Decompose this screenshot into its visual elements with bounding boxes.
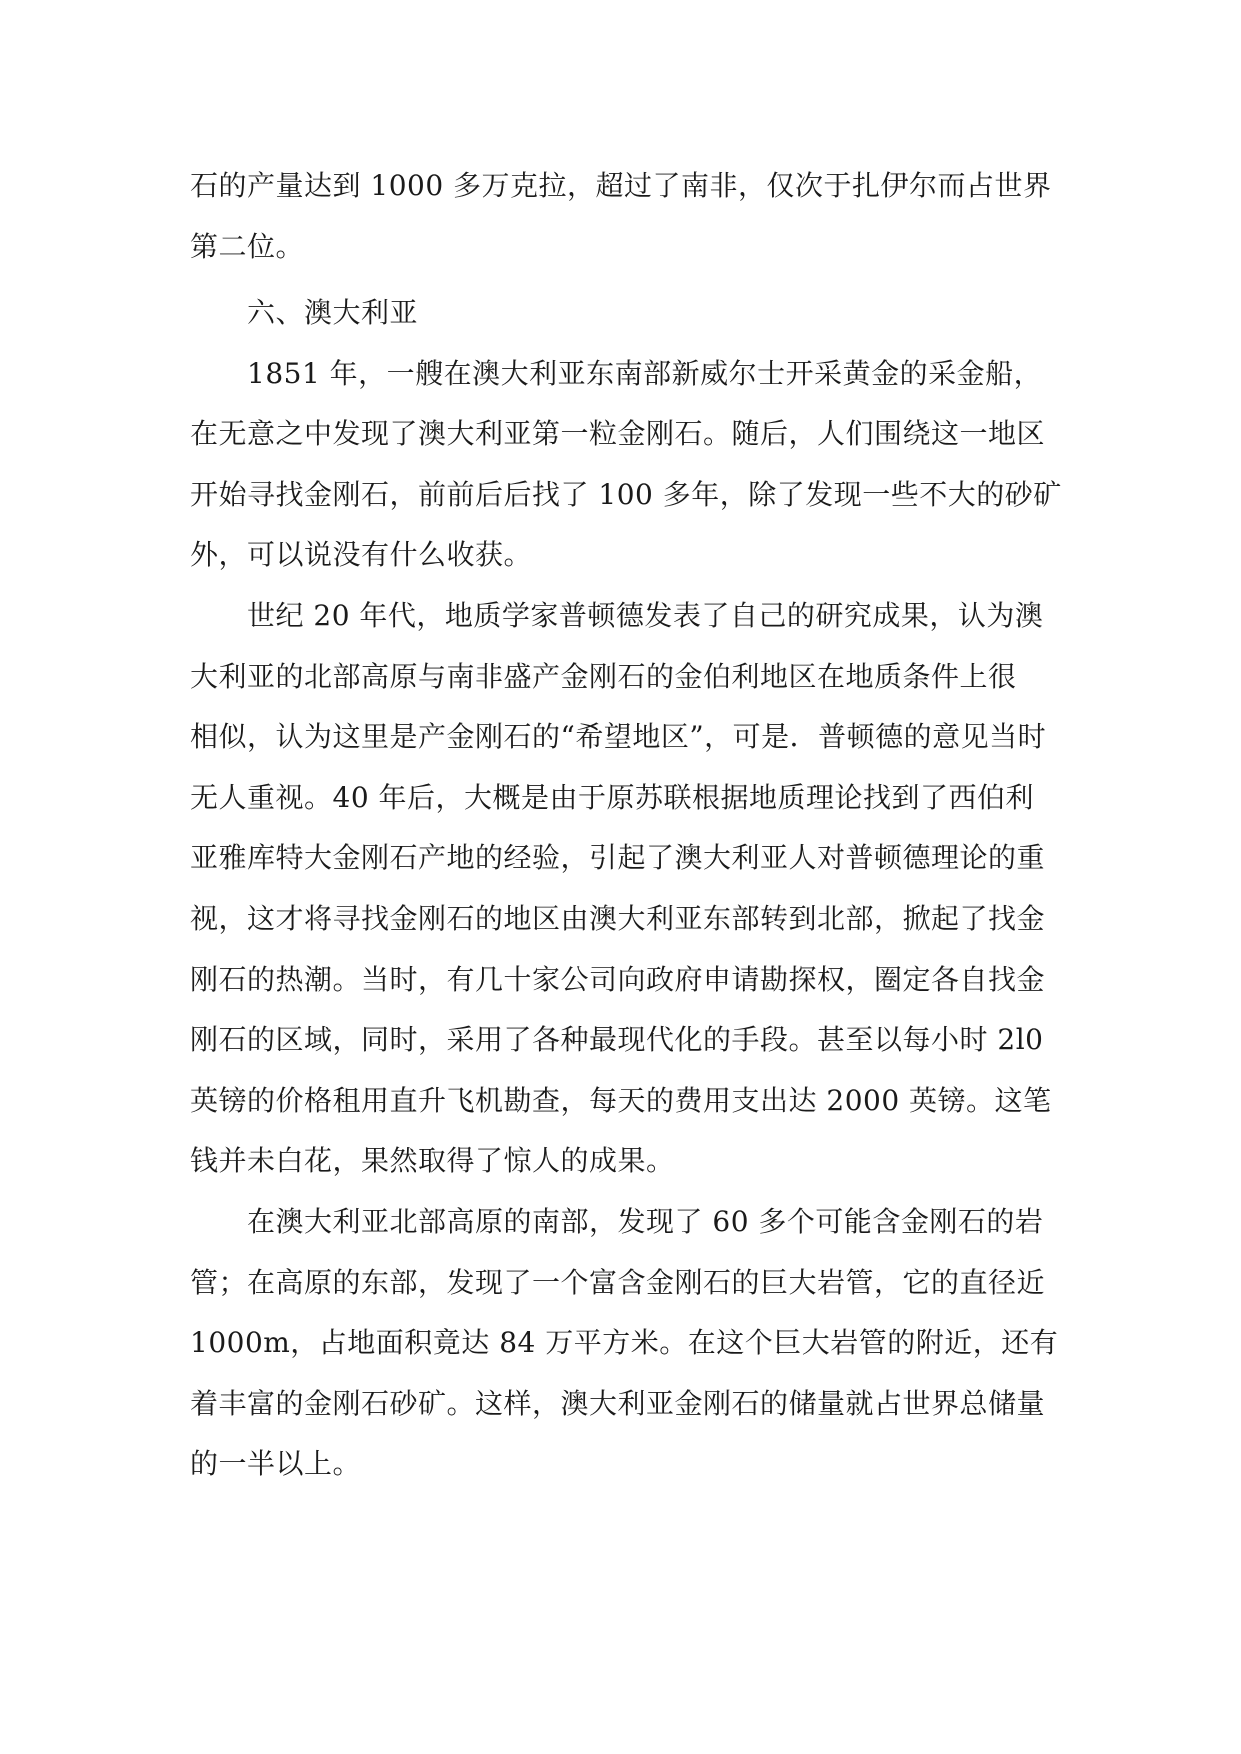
text-line: 刚石的热潮。当时，有几十家公司向政府申请勘探权，圈定各自找金 [190,962,1046,996]
paragraph-discovery [190,344,1062,586]
text-line: 1000m，占地面积竟达 84 万平方米。在这个巨大岩管的附近，还有 [190,1326,1059,1360]
paragraph-research [190,586,1050,1192]
continued-paragraph [190,156,1050,277]
text-line: 相似，认为这里是产金刚石的“希望地区”，可是．普顿德的意见当时 [190,720,1047,754]
text-line: 亚雅库特大金刚石产地的经验，引起了澳大利亚人对普顿德理论的重 [190,841,1046,875]
text-line: 着丰富的金刚石砂矿。这样，澳大利亚金刚石的储量就占世界总储量 [190,1386,1046,1420]
text-line: 石的产量达到 1000 多万克拉，超过了南非，仅次于扎伊尔而占世界 [190,169,1052,202]
paragraph-findings [190,1192,1059,1495]
text-line: 刚石的区域，同时，采用了各种最现代化的手段。甚至以每小时 2l0 [190,1023,1044,1057]
text-line: 钱并未白花，果然取得了惊人的成果。 [190,1144,675,1178]
text-line: 的一半以上。 [190,1447,362,1481]
text-line: 外，可以说没有什么收获。 [190,538,533,572]
text-line: 1851 年，一艘在澳大利亚东南部新威尔士开采黄金的采金船， [247,356,1043,390]
text-line: 开始寻找金刚石，前前后后找了 100 多年，除了发现一些不大的砂矿 [190,477,1062,511]
text-line: 大利亚的北部高原与南非盛产金刚石的金伯利地区在地质条件上很 [190,659,1017,693]
text-line: 世纪 20 年代，地质学家普顿德发表了自己的研究成果，认为澳 [247,598,1044,632]
section-body [190,283,1062,1495]
text-line: 视，这才将寻找金刚石的地区由澳大利亚东部转到北部，掀起了找金 [190,901,1046,935]
text-line: 无人重视。40 年后，大概是由于原苏联根据地质理论找到了西伯利 [190,780,1035,814]
text-line: 在澳大利亚北部高原的南部，发现了 60 多个可能含金刚石的岩 [247,1204,1044,1238]
text-line: 在无意之中发现了澳大利亚第一粒金刚石。随后，人们围绕这一地区 [190,417,1046,451]
section-heading: 六、澳大利亚 [247,296,419,329]
text-line: 第二位。 [190,229,305,263]
text-line: 英镑的价格租用直升飞机勘查，每天的费用支出达 2000 英镑。这笔 [190,1083,1052,1117]
text-line: 管；在高原的东部，发现了一个富含金刚石的巨大岩管，它的直径近 [190,1265,1046,1299]
